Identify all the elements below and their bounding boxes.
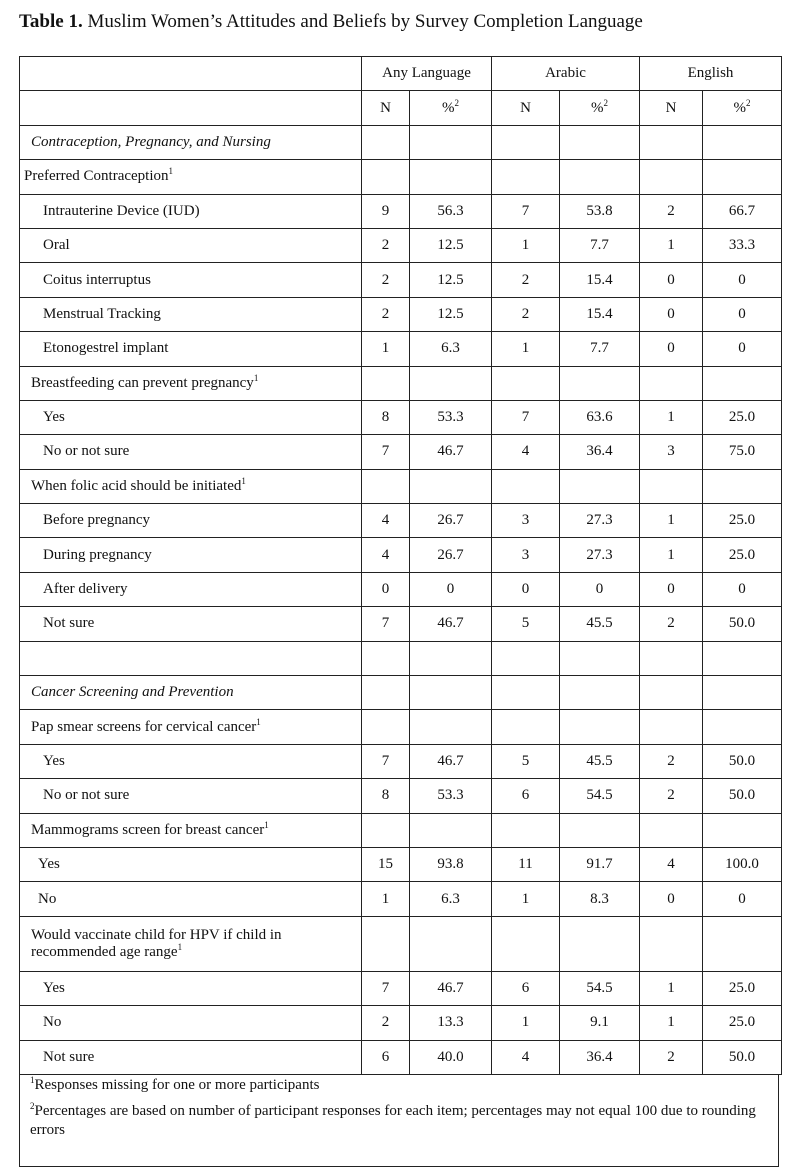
pct-cell: 50.0	[703, 1040, 782, 1074]
header-empty-cell	[20, 57, 362, 91]
pct-cell: 0	[703, 297, 782, 331]
pct-cell: 46.7	[410, 435, 492, 469]
n-cell: 7	[492, 400, 560, 434]
pct-cell: 93.8	[410, 847, 492, 881]
n-cell	[492, 641, 560, 675]
n-cell	[492, 710, 560, 744]
pct-cell: 25.0	[703, 504, 782, 538]
pct-cell	[560, 160, 640, 194]
n-cell: 2	[362, 263, 410, 297]
pct-cell	[560, 676, 640, 710]
table-row	[20, 971, 782, 1005]
pct-cell	[703, 710, 782, 744]
table-row	[20, 538, 782, 572]
n-cell	[640, 676, 703, 710]
pct-cell: 63.6	[560, 400, 640, 434]
pct-cell: 33.3	[703, 228, 782, 262]
n-cell: 1	[640, 538, 703, 572]
n-cell	[640, 710, 703, 744]
group-header-any-language: Any Language	[362, 57, 492, 91]
pct-cell	[410, 469, 492, 503]
pct-cell: 46.7	[410, 971, 492, 1005]
table-row	[20, 744, 782, 778]
subheader-n: N	[362, 91, 410, 125]
pct-cell: 27.3	[560, 504, 640, 538]
pct-cell	[560, 813, 640, 847]
table-row	[20, 847, 782, 881]
pct-cell: 53.3	[410, 779, 492, 813]
n-cell	[362, 813, 410, 847]
n-cell: 7	[362, 435, 410, 469]
pct-cell: 0	[410, 572, 492, 606]
n-cell	[362, 916, 410, 971]
table-row	[20, 779, 782, 813]
table-row	[20, 882, 782, 916]
pct-cell: 26.7	[410, 538, 492, 572]
footnote-2: $^2$Percentages are based on number of participant responses for each item; percentages may not equal 100 due to rounding errors	[30, 1101, 756, 1138]
pct-cell	[410, 676, 492, 710]
n-cell	[362, 676, 410, 710]
row-label: Not sure	[20, 607, 362, 641]
table-title	[19, 10, 643, 34]
pct-cell	[560, 916, 640, 971]
table-footnotes	[19, 1074, 779, 1167]
row-label: No or not sure	[20, 779, 362, 813]
row-label: Yes	[20, 744, 362, 778]
question-row	[20, 916, 782, 971]
pct-cell: 25.0	[703, 1006, 782, 1040]
n-cell: 7	[362, 971, 410, 1005]
n-cell: 3	[640, 435, 703, 469]
pct-cell: 50.0	[703, 607, 782, 641]
pct-cell: 46.7	[410, 607, 492, 641]
n-cell: 7	[362, 607, 410, 641]
pct-cell: 66.7	[703, 194, 782, 228]
pct-cell	[560, 469, 640, 503]
group-header-english: English	[640, 57, 782, 91]
subheader-n: N	[492, 91, 560, 125]
table-number: Table 1.	[19, 11, 83, 32]
table-caption: Muslim Women’s Attitudes and Beliefs by Survey Completion Language	[87, 11, 643, 32]
n-cell: 1	[640, 228, 703, 262]
n-cell	[492, 676, 560, 710]
pct-cell	[560, 641, 640, 675]
n-cell: 1	[640, 1006, 703, 1040]
table-row	[20, 1040, 782, 1074]
pct-cell: 13.3	[410, 1006, 492, 1040]
pct-cell	[703, 366, 782, 400]
pct-cell: 0	[703, 572, 782, 606]
pct-cell: 45.5	[560, 607, 640, 641]
pct-cell	[703, 813, 782, 847]
n-cell: 0	[640, 882, 703, 916]
pct-cell: 7.7	[560, 332, 640, 366]
n-cell	[492, 160, 560, 194]
row-label: Coitus interruptus	[20, 263, 362, 297]
n-cell: 2	[492, 297, 560, 331]
pct-cell: 46.7	[410, 744, 492, 778]
n-cell: 2	[640, 1040, 703, 1074]
pct-cell: 75.0	[703, 435, 782, 469]
n-cell: 4	[492, 435, 560, 469]
row-label: Yes	[20, 971, 362, 1005]
n-cell: 1	[362, 882, 410, 916]
pct-cell: 50.0	[703, 779, 782, 813]
row-label: Yes	[20, 847, 362, 881]
n-cell	[492, 813, 560, 847]
pct-cell	[703, 469, 782, 503]
subheader-empty-cell	[20, 91, 362, 125]
row-label: Before pregnancy	[20, 504, 362, 538]
pct-cell	[703, 125, 782, 159]
table-body	[20, 57, 782, 1075]
pct-cell: 15.4	[560, 263, 640, 297]
pct-cell: 0	[703, 882, 782, 916]
n-cell: 2	[640, 779, 703, 813]
table-row	[20, 435, 782, 469]
n-cell	[362, 469, 410, 503]
pct-cell	[410, 160, 492, 194]
pct-cell: 50.0	[703, 744, 782, 778]
n-cell	[362, 160, 410, 194]
n-cell: 2	[640, 194, 703, 228]
row-label: Yes	[20, 400, 362, 434]
n-cell	[362, 641, 410, 675]
n-cell	[640, 641, 703, 675]
n-cell	[640, 813, 703, 847]
n-cell: 2	[362, 297, 410, 331]
pct-cell: 6.3	[410, 882, 492, 916]
pct-cell	[703, 916, 782, 971]
n-cell: 8	[362, 779, 410, 813]
pct-cell: 40.0	[410, 1040, 492, 1074]
pct-cell: 45.5	[560, 744, 640, 778]
section-row	[20, 125, 782, 159]
question-label: Pap smear screens for cervical cancer$^1$	[20, 710, 362, 744]
pct-cell: 36.4	[560, 1040, 640, 1074]
question-label: Preferred Contraception$^1$	[20, 160, 362, 194]
group-header-row	[20, 57, 782, 91]
table-row	[20, 194, 782, 228]
pct-cell	[410, 125, 492, 159]
n-cell: 5	[492, 744, 560, 778]
n-cell: 1	[492, 882, 560, 916]
pct-cell: 8.3	[560, 882, 640, 916]
pct-cell: 56.3	[410, 194, 492, 228]
pct-cell: 25.0	[703, 971, 782, 1005]
question-row	[20, 710, 782, 744]
n-cell: 8	[362, 400, 410, 434]
pct-cell	[703, 160, 782, 194]
subheader-pct: %$^2$	[703, 91, 782, 125]
n-cell: 1	[640, 504, 703, 538]
n-cell: 0	[640, 297, 703, 331]
row-label: After delivery	[20, 572, 362, 606]
n-cell: 0	[492, 572, 560, 606]
n-cell: 1	[492, 1006, 560, 1040]
n-cell: 4	[640, 847, 703, 881]
n-cell: 2	[362, 228, 410, 262]
question-row	[20, 813, 782, 847]
n-cell: 5	[492, 607, 560, 641]
n-cell	[362, 710, 410, 744]
pct-cell: 7.7	[560, 228, 640, 262]
pct-cell: 25.0	[703, 400, 782, 434]
blank-row	[20, 641, 782, 675]
pct-cell: 25.0	[703, 538, 782, 572]
blank-cell	[20, 641, 362, 675]
pct-cell	[410, 366, 492, 400]
question-label: When folic acid should be initiated$^1$	[20, 469, 362, 503]
n-cell: 1	[492, 332, 560, 366]
n-cell: 0	[640, 263, 703, 297]
question-label: Mammograms screen for breast cancer$^1$	[20, 813, 362, 847]
pct-cell	[410, 710, 492, 744]
n-cell: 1	[362, 332, 410, 366]
table-row	[20, 228, 782, 262]
table-row	[20, 572, 782, 606]
n-cell: 9	[362, 194, 410, 228]
pct-cell: 0	[703, 263, 782, 297]
question-label: Breastfeeding can prevent pregnancy$^1$	[20, 366, 362, 400]
n-cell: 2	[640, 607, 703, 641]
pct-cell	[703, 676, 782, 710]
n-cell: 11	[492, 847, 560, 881]
section-label: Contraception, Pregnancy, and Nursing	[20, 125, 362, 159]
pct-cell: 26.7	[410, 504, 492, 538]
group-header-arabic: Arabic	[492, 57, 640, 91]
row-label: Not sure	[20, 1040, 362, 1074]
survey-table	[19, 56, 782, 1075]
row-label: No or not sure	[20, 435, 362, 469]
n-cell: 4	[492, 1040, 560, 1074]
pct-cell: 9.1	[560, 1006, 640, 1040]
row-label: During pregnancy	[20, 538, 362, 572]
table-row	[20, 297, 782, 331]
n-cell: 1	[640, 400, 703, 434]
pct-cell: 53.8	[560, 194, 640, 228]
n-cell	[492, 366, 560, 400]
n-cell: 7	[362, 744, 410, 778]
row-label: No	[20, 1006, 362, 1040]
pct-cell: 27.3	[560, 538, 640, 572]
n-cell	[362, 366, 410, 400]
subheader-n: N	[640, 91, 703, 125]
pct-cell: 54.5	[560, 971, 640, 1005]
n-cell: 1	[492, 228, 560, 262]
n-cell	[640, 160, 703, 194]
n-cell	[640, 469, 703, 503]
n-cell: 2	[640, 744, 703, 778]
pct-cell	[410, 641, 492, 675]
table-row	[20, 504, 782, 538]
n-cell: 6	[492, 971, 560, 1005]
pct-cell: 15.4	[560, 297, 640, 331]
sub-header-row	[20, 91, 782, 125]
section-row	[20, 676, 782, 710]
n-cell: 2	[492, 263, 560, 297]
n-cell: 4	[362, 538, 410, 572]
n-cell	[492, 469, 560, 503]
n-cell	[362, 125, 410, 159]
n-cell: 15	[362, 847, 410, 881]
n-cell: 3	[492, 504, 560, 538]
question-row	[20, 366, 782, 400]
n-cell: 3	[492, 538, 560, 572]
section-label: Cancer Screening and Prevention	[20, 676, 362, 710]
pct-cell	[560, 710, 640, 744]
n-cell	[640, 366, 703, 400]
n-cell	[640, 916, 703, 971]
n-cell: 7	[492, 194, 560, 228]
n-cell: 0	[640, 332, 703, 366]
n-cell: 4	[362, 504, 410, 538]
n-cell	[492, 916, 560, 971]
n-cell: 0	[362, 572, 410, 606]
table-row	[20, 332, 782, 366]
n-cell: 2	[362, 1006, 410, 1040]
table-row	[20, 263, 782, 297]
row-label: Menstrual Tracking	[20, 297, 362, 331]
pct-cell: 100.0	[703, 847, 782, 881]
pct-cell	[560, 366, 640, 400]
pct-cell	[560, 125, 640, 159]
pct-cell: 12.5	[410, 263, 492, 297]
subheader-pct: %$^2$	[560, 91, 640, 125]
question-label: Would vaccinate child for HPV if child in recommended age range$^1$	[20, 916, 362, 971]
pct-cell	[410, 916, 492, 971]
pct-cell: 0	[560, 572, 640, 606]
pct-cell: 12.5	[410, 297, 492, 331]
n-cell: 1	[640, 971, 703, 1005]
subheader-pct: %$^2$	[410, 91, 492, 125]
pct-cell: 6.3	[410, 332, 492, 366]
pct-cell	[703, 641, 782, 675]
n-cell: 6	[362, 1040, 410, 1074]
pct-cell: 12.5	[410, 228, 492, 262]
pct-cell: 53.3	[410, 400, 492, 434]
table-row	[20, 607, 782, 641]
pct-cell: 0	[703, 332, 782, 366]
n-cell	[640, 125, 703, 159]
n-cell: 6	[492, 779, 560, 813]
n-cell: 0	[640, 572, 703, 606]
row-label: No	[20, 882, 362, 916]
table-row	[20, 400, 782, 434]
table-row	[20, 1006, 782, 1040]
question-row	[20, 469, 782, 503]
row-label: Etonogestrel implant	[20, 332, 362, 366]
question-row	[20, 160, 782, 194]
footnote-1: $^1$Responses missing for one or more participants	[30, 1075, 320, 1093]
pct-cell	[410, 813, 492, 847]
pct-cell: 91.7	[560, 847, 640, 881]
pct-cell: 54.5	[560, 779, 640, 813]
n-cell	[492, 125, 560, 159]
row-label: Oral	[20, 228, 362, 262]
pct-cell: 36.4	[560, 435, 640, 469]
row-label: Intrauterine Device (IUD)	[20, 194, 362, 228]
